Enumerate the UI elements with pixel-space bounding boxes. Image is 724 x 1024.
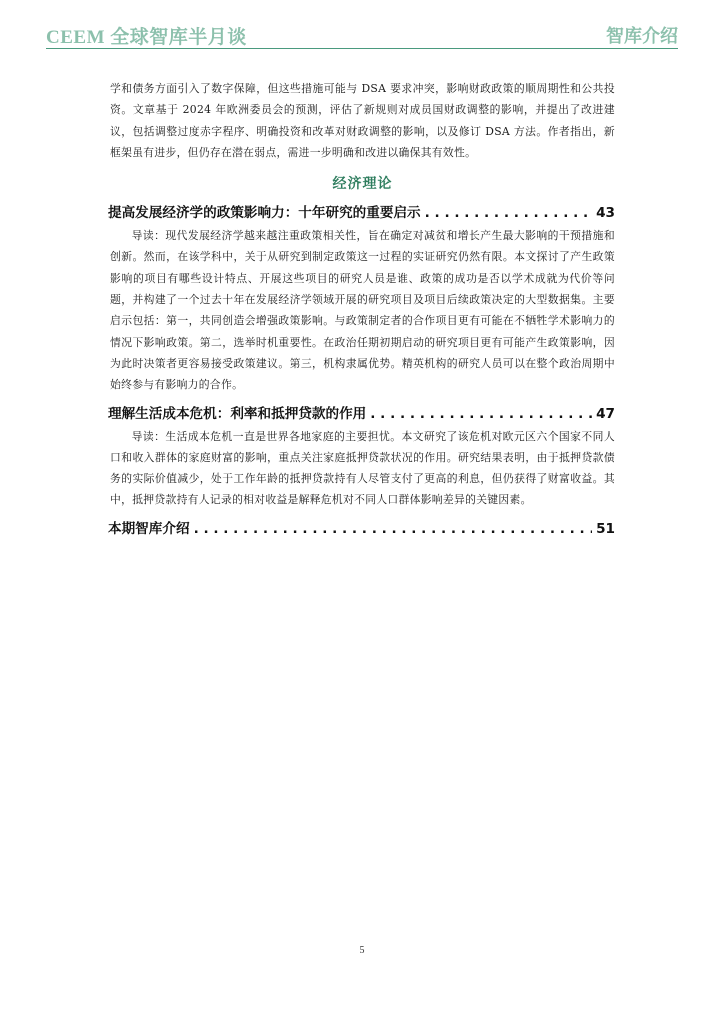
toc-entry-title: 理解生活成本危机：利率和抵押贷款的作用	[108, 405, 367, 422]
toc-entry[interactable]	[108, 201, 615, 221]
toc-leader-dots	[370, 406, 592, 422]
page-content	[110, 78, 615, 541]
toc-entry-page: 51	[596, 520, 615, 537]
page-header	[46, 20, 678, 49]
entry-summary: 导读：生活成本危机一直是世界各地家庭的主要担忧。本文研究了该危机对欧元区六个国家不同人口和收入群体的家庭财富的影响，重点关注家庭抵押贷款状况的作用。研究结果表明，由于抵押贷款债务的实际价值减少，处于工作年龄的抵押贷款持有人尽管支付了更高的利息，但仍获得了财富收益。其中，抵押贷款持有人记录的相对收益是解释危机对不同人口群体影响差异的关键因素。	[110, 429, 615, 507]
intro-paragraph: 学和债务方面引入了数字保障，但这些措施可能与 DSA 要求冲突，影响财政政策的顺周期性和公共投资。文章基于 2024 年欧洲委员会的预测，评估了新规则对成员国财政调整的影响，并提出了改进建议，包括调整过度赤字程序、明确投资和改革对财政调整的影响，以及修订 DSA 方法。作者指出，新框架虽有进步，但仍存在潜在弱点，需进一步明确和改进以确保其有效性。	[110, 82, 615, 159]
section-header-label: 智库介绍	[606, 26, 678, 47]
toc-entry-title: 本期智库介绍	[108, 520, 190, 537]
section-title: 经济理论	[332, 176, 393, 193]
toc-entry-page: 47	[596, 405, 615, 422]
toc-leader-dots	[194, 521, 593, 537]
entry-summary: 导读：现代发展经济学越来越注重政策相关性，旨在确定对减贫和增长产生最大影响的干预措施和创新。然而，在该学科中，关于从研究到制定政策这一过程的实证研究仍然有限。本文探讨了产生政策影响的项目有哪些设计特点、开展这些项目的研究人员是谁、政策的成功是否以学术成就为代价等问题，并构建了一个过去十年在发展经济学领域开展的研究项目及项目后续政策决定的大型数据集。主要启示包括：第一，共同创造会增强政策影响。与政策制定者的合作项目更有可能在不牺牲学术影响力的情况下影响政策。第二，选举时机重要性。在政治任期初期启动的研究项目更有可能产生政策影响，因为此时决策者更容易接受政策建议。第三，机构隶属优势。精英机构的研究人员可以在整个政治周期中始终参与有影响力的合作。	[110, 229, 615, 392]
publication-title: CEEM 全球智库半月谈	[46, 27, 247, 48]
toc-leader-dots	[425, 205, 592, 221]
page-number: 5	[359, 945, 365, 956]
toc-entry-page: 43	[596, 205, 615, 222]
toc-entry[interactable]	[108, 402, 615, 422]
toc-entry[interactable]	[108, 517, 615, 537]
toc-entry-title: 提高发展经济学的政策影响力：十年研究的重要启示	[108, 205, 421, 222]
